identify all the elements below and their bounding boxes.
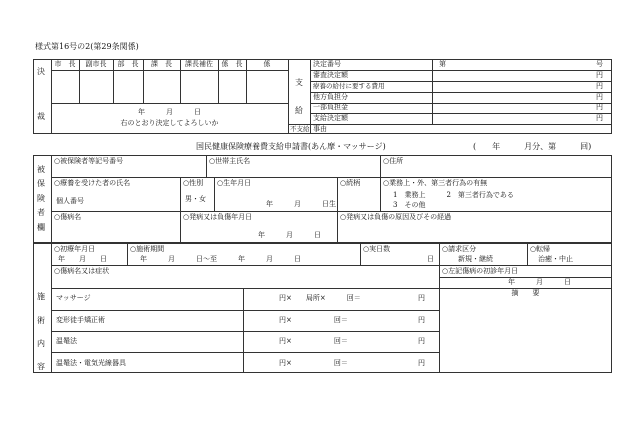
copayment-label: 一部負担金 [313, 103, 348, 111]
actual-days-label: ○実日数 [363, 245, 391, 253]
reason-label: 事由 [313, 125, 327, 133]
disease-symptoms-label: ○傷病名又は症状 [54, 267, 110, 275]
treatment-char-2: 術 [37, 316, 45, 325]
header-director: 部 長 [117, 60, 139, 68]
fee-electric-label: 温罨法・電気光線器具 [56, 359, 126, 367]
insured-char-2: 保 [37, 179, 45, 188]
decision-number-unit: 号 [596, 60, 603, 68]
fee-electric-calc: 円× 回＝ [279, 359, 348, 367]
fee-hot-compress-label: 温罨法 [56, 337, 77, 345]
actual-days-unit: 日 [427, 255, 434, 263]
medical-cost-label: 療養の給付に要する費用 [313, 82, 385, 90]
claim-period: ( 年 月分、第 回) [473, 142, 592, 151]
previous-first-label: ○左記傷病の初診年月日 [442, 267, 519, 275]
header-deputy-chief: 課長補佐 [185, 60, 213, 68]
outcome-label: ○転帰 [530, 245, 551, 253]
previous-first-value: 年 月 日 [508, 278, 571, 286]
copayment-unit: 円 [596, 103, 603, 111]
shikyu-char-2: 給 [295, 106, 303, 115]
other-burden-label: 他方負担分 [313, 93, 348, 101]
remarks-label: 摘 要 [511, 289, 540, 297]
approval-text: 右のとおり決定してよろしいか [120, 119, 219, 127]
cause-header: ○業務上・外、第三者行為の有無 [383, 179, 488, 187]
onset-date: 年 月 日 [258, 231, 321, 239]
personal-number-label: 個人番号 [56, 197, 84, 205]
review-amount-label: 審査決定額 [313, 71, 348, 79]
householder-label: ○世帯主氏名 [209, 157, 251, 165]
period-value: 年 月 日～至 年 月 日 [140, 255, 301, 263]
header-staff: 係 [263, 60, 271, 68]
cause-options-3: 3 その他 [393, 201, 426, 209]
insured-char-5: 欄 [37, 223, 45, 232]
form-id: 様式第16号の2(第29条関係) [35, 42, 139, 51]
sex-options: 男・女 [185, 195, 206, 203]
fee-massage-unit: 円 [418, 294, 425, 302]
symbol-number-label: ○被保険者等記号番号 [54, 157, 124, 165]
birth-label: ○生年月日 [217, 179, 252, 187]
fee-hot-compress-unit: 円 [418, 337, 425, 345]
kessai-char-1: 決 [37, 67, 45, 76]
decision-number-prefix: 第 [439, 60, 446, 68]
patient-name-label: ○療養を受けた者の氏名 [54, 179, 131, 187]
cause-options-1: 1 業務上 2 第三者行為である [393, 191, 514, 199]
kessai-char-2: 裁 [37, 112, 45, 121]
approval-date: 年 月 日 [138, 108, 201, 116]
treatment-char-3: 内 [37, 339, 45, 348]
header-mayor: 市 長 [54, 60, 76, 68]
cause-detail-label: ○発病又は負傷の原因及びその経過 [340, 213, 452, 221]
payment-amount-unit: 円 [596, 114, 603, 122]
birth-date: 年 月 日生 [266, 200, 336, 208]
claim-type-label: ○請求区分 [442, 245, 477, 253]
header-vice-mayor: 副市長 [85, 60, 107, 68]
fee-correction-label: 変形徒手矯正術 [56, 316, 105, 324]
shikyu-char-1: 支 [295, 78, 303, 87]
form-title: 国民健康保険療養費支給申請書(あん摩・マッサージ) [196, 142, 386, 151]
sex-label: ○性別 [183, 179, 204, 187]
outcome-value: 治癒・中止 [538, 255, 573, 263]
medical-cost-unit: 円 [596, 82, 603, 90]
fee-correction-unit: 円 [418, 316, 425, 324]
fee-electric-unit: 円 [418, 359, 425, 367]
decision-number-label: 決定番号 [313, 60, 341, 68]
onset-label: ○発病又は負傷年月日 [183, 213, 253, 221]
treatment-char-4: 容 [37, 362, 45, 371]
first-date-value: 年 月 日 [58, 255, 107, 263]
fee-correction-calc: 円× 回＝ [279, 316, 348, 324]
period-label: ○施術期間 [130, 245, 165, 253]
insured-section [33, 155, 612, 243]
payment-amount-label: 支給決定額 [313, 114, 348, 122]
other-burden-unit: 円 [596, 93, 603, 101]
first-date-label: ○初療年月日 [54, 245, 96, 253]
header-section-chief: 課 長 [151, 60, 172, 68]
insured-char-1: 被 [37, 165, 45, 174]
header-unit-chief: 係 長 [221, 60, 243, 68]
review-amount-unit: 円 [596, 71, 603, 79]
relationship-label: ○続柄 [340, 179, 361, 187]
fee-massage-calc: 円× 局所× 回＝ [279, 294, 361, 302]
treatment-section [33, 243, 612, 373]
insured-char-3: 険 [37, 194, 45, 203]
treatment-char-1: 施 [37, 292, 45, 301]
address-label: ○住所 [383, 157, 404, 165]
insured-char-4: 者 [37, 208, 45, 217]
non-payment-label: 不支給 [290, 125, 310, 133]
fee-massage-label: マッサージ [56, 294, 91, 302]
disease-name-label: ○傷病名 [54, 213, 82, 221]
fee-hot-compress-calc: 円× 回＝ [279, 337, 348, 345]
claim-type-value: 新規・継続 [458, 255, 493, 263]
